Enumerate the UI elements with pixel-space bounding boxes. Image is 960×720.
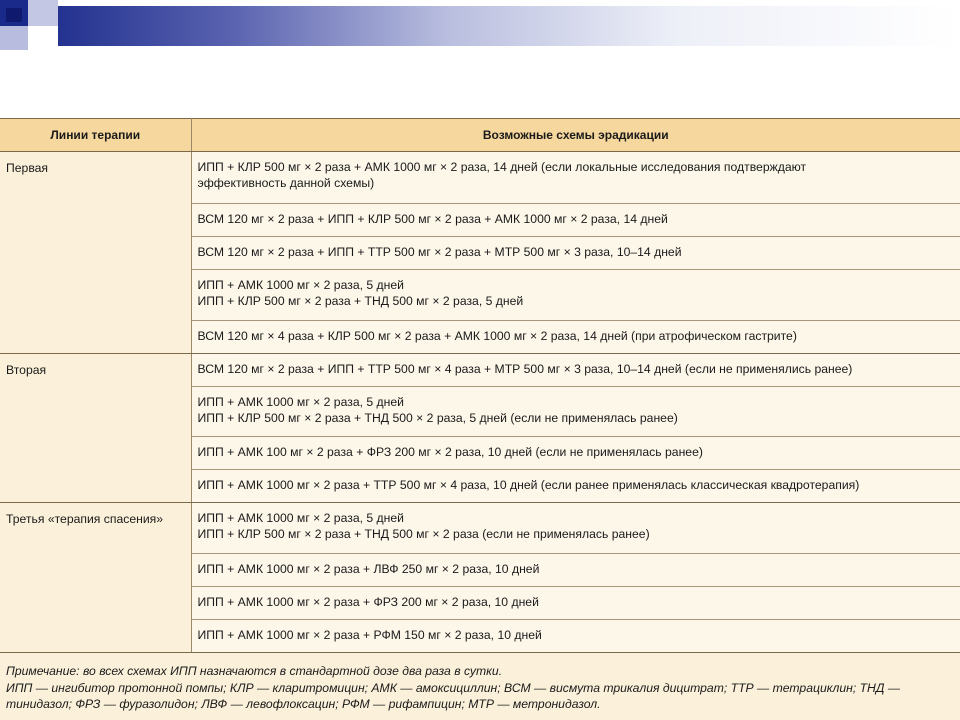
scheme-text: ИПП + АМК 1000 мг × 2 раза + ЛВФ 250 мг × 2 раза, 10 дней bbox=[197, 562, 540, 576]
scheme-text: ИПП + АМК 1000 мг × 2 раза, 5 дней bbox=[197, 395, 404, 409]
scheme-cell bbox=[191, 152, 960, 204]
scheme-text: ВСМ 120 мг × 2 раза + ИПП + КЛР 500 мг × 2 раза + АМК 1000 мг × 2 раза, 14 дней bbox=[197, 212, 668, 226]
table-body bbox=[0, 152, 960, 653]
scheme-cell bbox=[191, 204, 960, 237]
table-footnote bbox=[6, 663, 956, 713]
decor-square-inner bbox=[6, 8, 22, 22]
scheme-text: эффективность данной схемы) bbox=[197, 176, 375, 190]
footnote-line: Примечание: во всех схемах ИПП назначаются в стандартной дозе два раза в сутки. bbox=[6, 664, 503, 678]
scheme-cell bbox=[191, 237, 960, 270]
decor-square-light bbox=[0, 26, 28, 50]
table-row bbox=[0, 354, 960, 387]
scheme-cell bbox=[191, 321, 960, 354]
therapy-line-cell: Третья «терапия спасения» bbox=[0, 503, 191, 653]
scheme-text: ВСМ 120 мг × 2 раза + ИПП + ТТР 500 мг × 2 раза + МТР 500 мг × 3 раза, 10–14 дней bbox=[197, 245, 682, 259]
therapy-line-cell: Первая bbox=[0, 152, 191, 354]
scheme-text: ИПП + АМК 100 мг × 2 раза + ФРЗ 200 мг × 2 раза, 10 дней (если не применялась ранее) bbox=[197, 445, 703, 459]
decor-square-light bbox=[28, 0, 58, 26]
scheme-text: ИПП + АМК 1000 мг × 2 раза + ФРЗ 200 мг × 2 раза, 10 дней bbox=[197, 595, 539, 609]
scheme-text: ИПП + КЛР 500 мг × 2 раза + ТНД 500 × 2 раза, 5 дней (если не применялась ранее) bbox=[197, 411, 678, 425]
decor-square-white bbox=[28, 26, 58, 50]
eradication-schemes-table bbox=[0, 118, 960, 653]
eradication-table-container bbox=[0, 118, 960, 720]
scheme-cell bbox=[191, 503, 960, 554]
scheme-cell bbox=[191, 270, 960, 321]
slide-header-decoration bbox=[0, 0, 960, 58]
header-eradication-schemes: Возможные схемы эрадикации bbox=[191, 119, 960, 152]
table-header-row bbox=[0, 119, 960, 152]
scheme-cell bbox=[191, 354, 960, 387]
scheme-text: ИПП + АМК 1000 мг × 2 раза + РФМ 150 мг × 2 раза, 10 дней bbox=[197, 628, 542, 642]
scheme-text: ВСМ 120 мг × 4 раза + КЛР 500 мг × 2 раза + АМК 1000 мг × 2 раза, 14 дней (при атрофическом гастрите) bbox=[197, 329, 797, 343]
scheme-cell bbox=[191, 554, 960, 587]
scheme-cell bbox=[191, 387, 960, 437]
table-row bbox=[0, 503, 960, 554]
table-row bbox=[0, 152, 960, 204]
footnote-line: тинидазол; ФРЗ — фуразолидон; ЛВФ — левофлоксацин; РФМ — рифампицин; МТР — метронидазол. bbox=[6, 697, 601, 711]
scheme-cell bbox=[191, 437, 960, 470]
scheme-text: ИПП + АМК 1000 мг × 2 раза + ТТР 500 мг × 4 раза, 10 дней (если ранее применялась классическая квадротерапия) bbox=[197, 478, 860, 492]
scheme-text: ИПП + АМК 1000 мг × 2 раза, 5 дней bbox=[197, 511, 404, 525]
header-therapy-line: Линии терапии bbox=[0, 119, 191, 152]
header-gradient-bar bbox=[28, 6, 960, 46]
scheme-cell bbox=[191, 470, 960, 503]
scheme-text: ИПП + КЛР 500 мг × 2 раза + ТНД 500 мг × 2 раза, 5 дней bbox=[197, 294, 524, 308]
scheme-cell bbox=[191, 620, 960, 653]
scheme-text: ИПП + АМК 1000 мг × 2 раза, 5 дней bbox=[197, 278, 404, 292]
scheme-text: ВСМ 120 мг × 2 раза + ИПП + ТТР 500 мг × 4 раза + МТР 500 мг × 3 раза, 10–14 дней (если не применялись ранее) bbox=[197, 362, 853, 376]
footnote-line: ИПП — ингибитор протонной помпы; КЛР — кларитромицин; АМК — амоксициллин; ВСМ — висмута трикалия дицитрат; ТТР — тетрациклин; ТНД — bbox=[6, 680, 901, 695]
scheme-text: ИПП + КЛР 500 мг × 2 раза + АМК 1000 мг × 2 раза, 14 дней (если локальные исследования подтверждают bbox=[197, 160, 807, 174]
therapy-line-cell: Вторая bbox=[0, 354, 191, 503]
scheme-cell bbox=[191, 587, 960, 620]
scheme-text: ИПП + КЛР 500 мг × 2 раза + ТНД 500 мг × 2 раза (если не применялась ранее) bbox=[197, 527, 650, 541]
